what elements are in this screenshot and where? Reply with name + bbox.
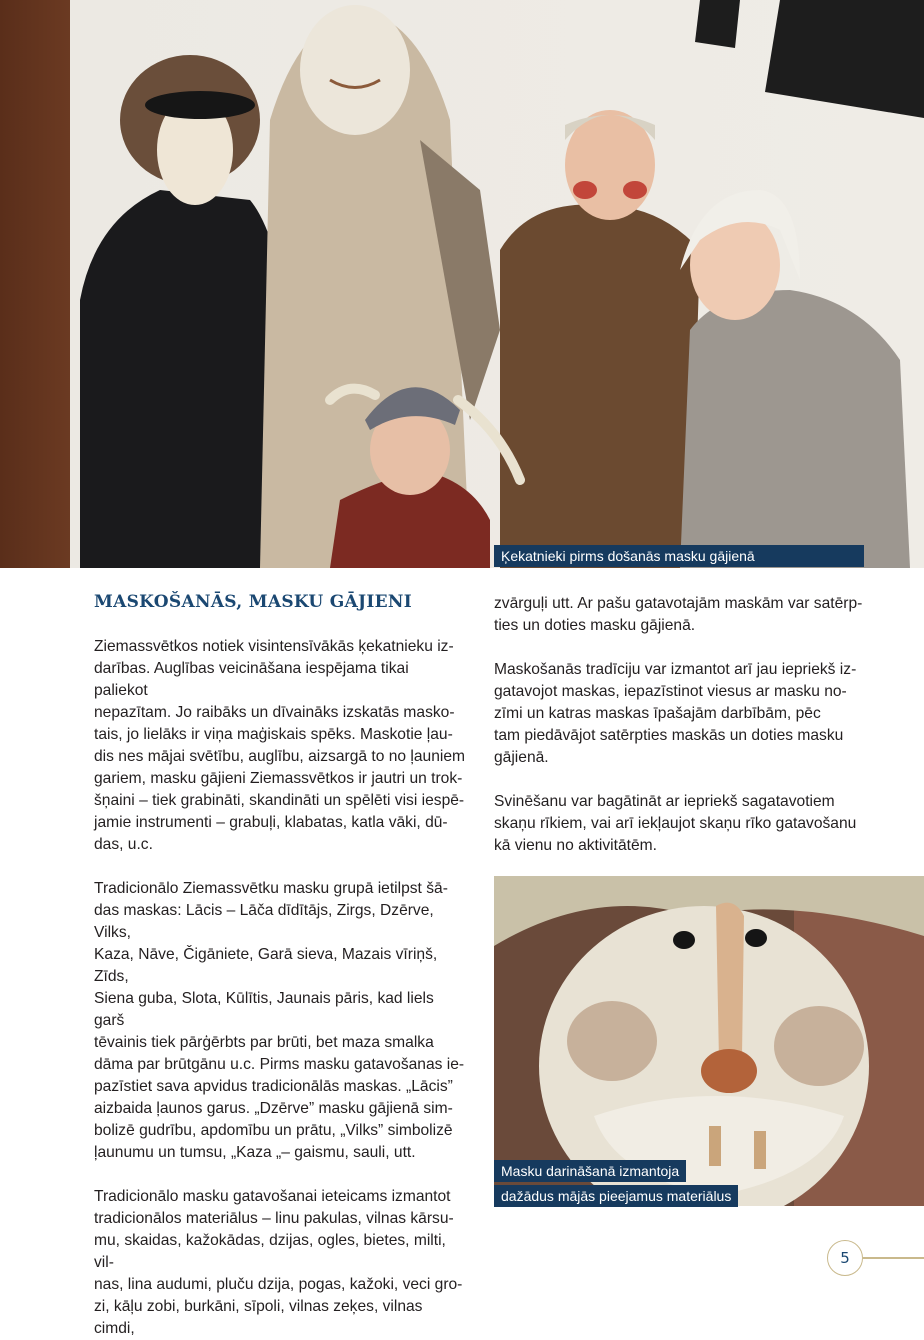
left-paragraph-1: Ziemassvētkos notiek visintensīvākās ķekatnieku iz- darības. Auglības veicināšana iespējama tikai paliekot nepazītam. Jo raibāks un dīvaināks izskatās masko- tais, jo lielāks ir viņa maģiskais spēks. Maskotie ļau- dis nes mājai svētību, auglību, aizsargā to no ļauniem gariem, masku gājieni Ziemassvētkos ir jautri un trok- šņaini – tiek grabināti, skandināti un spēlēti visi iespē- jamie instrumenti – grabuļi, klabatas, katla vāki, dū- das, u.c. [94, 638, 465, 853]
mask-photo-caption-line1: Masku darināšanā izmantoja [494, 1160, 686, 1182]
hero-photo [0, 0, 924, 568]
right-paragraph-3: Svinēšanu var bagātināt ar iepriekš sagatavotiem skaņu rīkiem, vai arī iekļaujot skaņu rīko gatavošanu kā vienu no aktivitātēm. [494, 793, 857, 854]
mask-photo [494, 876, 924, 1206]
hero-photo-illustration [0, 0, 924, 568]
right-paragraph-2: Maskošanās tradīciju var izmantot arī jau iepriekš iz- gatavojot maskas, iepazīstinot viesus ar masku no- zīmi un katras maskas īpašajām darbībām, pēc tam piedāvājot satērpties maskās un doties masku gājienā. [494, 661, 857, 766]
mask-photo-caption-line2: dažādus mājās pieejamus materiālus [494, 1185, 738, 1207]
mask-photo-illustration [494, 876, 924, 1206]
right-paragraph-1: zvārguļi utt. Ar pašu gatavotajām maskām var satērp- ties un doties masku gājienā. [494, 595, 863, 634]
left-paragraph-3: Tradicionālo masku gatavošanai ieteicams izmantot tradicionālos materiālus – linu pakulas, vilnas kārsu- mu, skaidas, kažokādas, dzijas, ogles, bietes, milti, vil- nas, lina audumi, pluču dzija, pogas, kažoki, veci gro- zi, kāļu zobi, burkāni, sīpoli, vilnas zeķes, vilnas cimdi, [94, 1188, 463, 1337]
hero-photo-caption: Ķekatnieki pirms došanās masku gājienā [494, 545, 864, 567]
page-number-rule [863, 1257, 924, 1259]
page-number: 5 [827, 1240, 863, 1276]
left-column [94, 592, 466, 1340]
right-column [494, 593, 866, 857]
section-heading: MASKOŠANĀS, MASKU GĀJIENI [94, 592, 412, 612]
left-paragraph-2: Tradicionālo Ziemassvētku masku grupā ietilpst šā- das maskas: Lācis – Lāča dīdītājs, Zirgs, Dzērve, Vilks, Kaza, Nāve, Čigāniete, Garā sieva, Mazais vīriņš, Zīds, Siena guba, Slota, Kūlītis, Jaunais pāris, kad liels garš tēvainis tiek pārģērbts par brūti, bet maza smalka dāma par brūtgānu u.c. Pirms masku gatavošanas ie- pazīstiet sava apvidus tradicionālās maskas. „Lācis” aizbaida ļaunos garus. „Dzērve” masku gājienā sim- bolizē gudrību, apdomību un prātu, „Vilks” simbolizē ļaunumu un tumsu, „Kaza „– gaismu, sauli, utt. [94, 880, 465, 1161]
